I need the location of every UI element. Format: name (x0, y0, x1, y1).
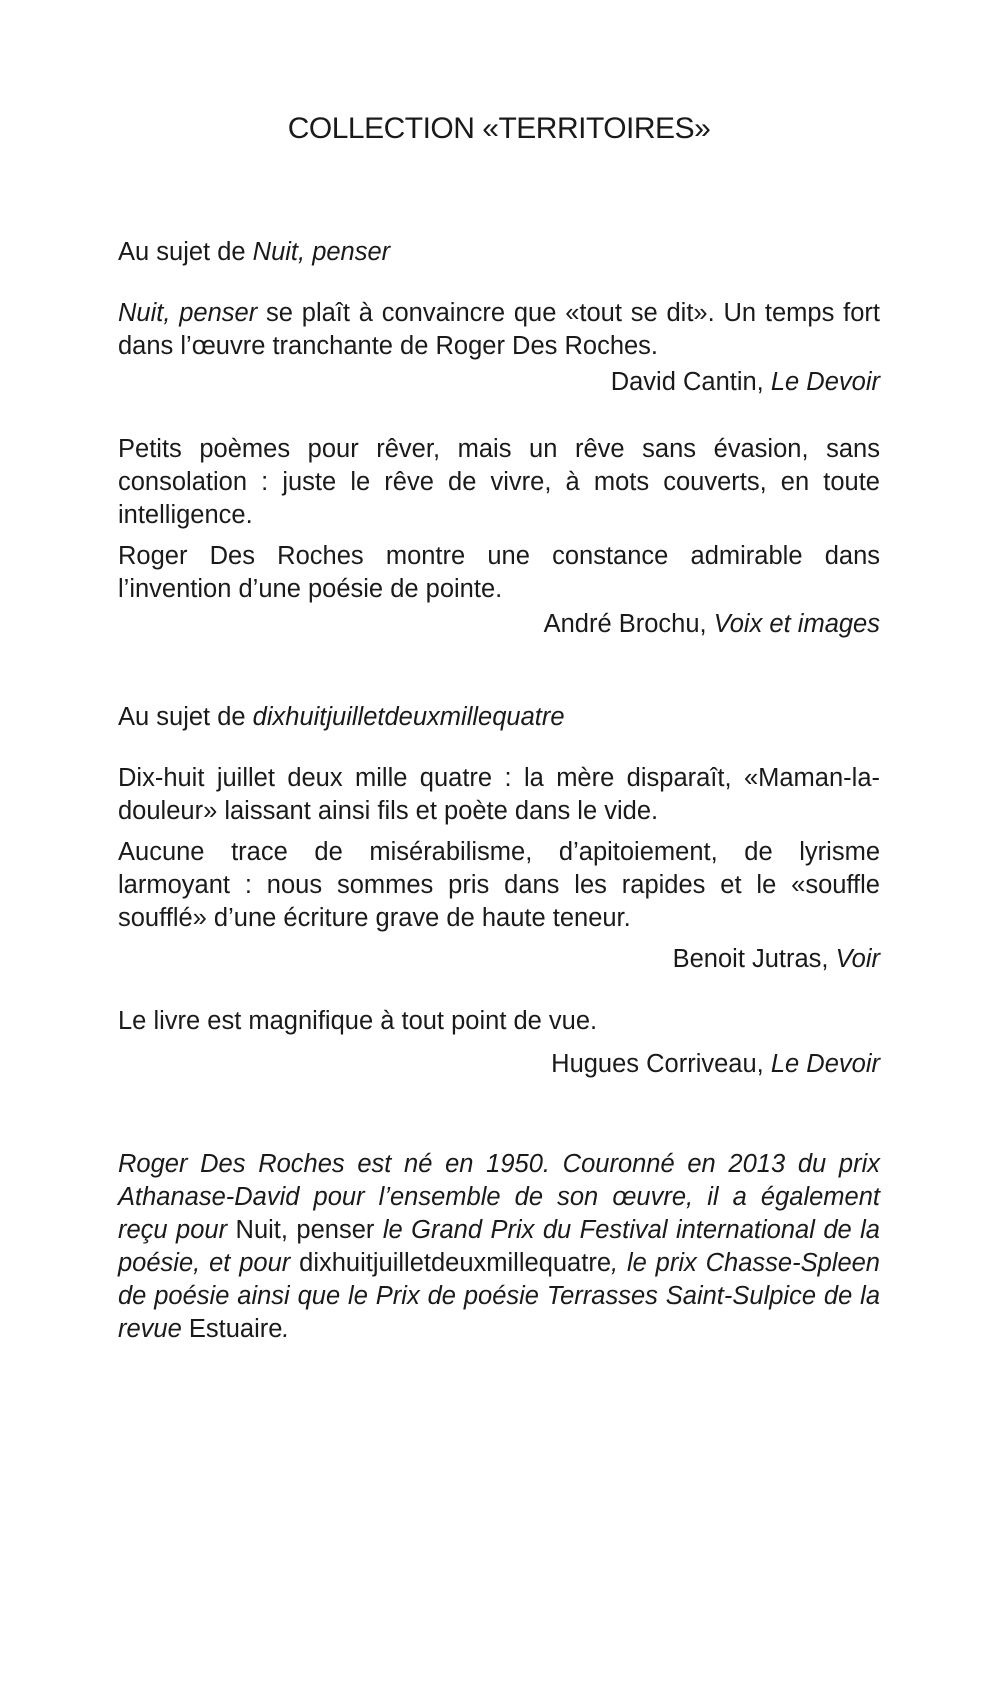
review-text: Roger Des Roches montre une constance admirable dans l’invention d’une poésie de pointe. (118, 542, 880, 603)
book-page (118, 0, 880, 1705)
review-attribution (118, 1048, 880, 1081)
collection-title: COLLECTION «TERRITOIRES» (287, 112, 711, 145)
review-text: Aucune trace de misérabilisme, d’apitoiement, de lyrisme larmoyant : nous sommes pris dans les rapides et le «souffle soufflé» d’une écriture grave de haute teneur. (118, 838, 880, 932)
author-bio (118, 1148, 880, 1346)
review-text: Dix-huit juillet deux mille quatre : la mère disparaît, «Maman-la-douleur» laissant ainsi fils et poète dans le vide. (118, 764, 880, 825)
review-text: Petits poèmes pour rêver, mais un rêve sans évasion, sans consolation : juste le rêve de vivre, à mots couverts, en toute intelligence. (118, 435, 880, 529)
review-body: se plaît à convaincre que «tout se dit». Un temps fort dans l’œuvre tranchante de Roger Des Roches. (118, 299, 880, 360)
bio-title: dixhuitjuilletdeuxmillequatre (299, 1249, 611, 1277)
review-source: Voir (835, 945, 880, 973)
review-author: Benoit Jutras, (672, 945, 836, 973)
bio-text: Roger Des Roches est né en 1950. Couronné en 2013 du prix Athanase-David pour l’ensemble de son œuvre, il a également reçu pour (118, 1150, 880, 1244)
review-text (118, 297, 880, 363)
bio-title: Nuit, penser (235, 1216, 375, 1244)
section-heading-title: Nuit, penser (252, 238, 391, 266)
review-corriveau (118, 1005, 880, 1081)
review-jutras (118, 762, 880, 976)
section-heading-prefix: Au sujet de (118, 238, 253, 266)
review-attribution (118, 608, 880, 641)
review-text: Le livre est magnifique à tout point de vue. (118, 1007, 598, 1035)
review-author: André Brochu, (543, 610, 714, 638)
review-attribution (118, 366, 880, 399)
review-source: Le Devoir (770, 368, 880, 396)
review-cantin (118, 297, 880, 399)
review-brochu (118, 433, 880, 641)
bio-text: . (282, 1315, 290, 1343)
review-author: Hugues Corriveau, (551, 1050, 771, 1078)
section-heading-nuit-penser (118, 236, 880, 269)
section-heading-title: dixhuitjuilletdeuxmillequatre (252, 703, 565, 731)
bio-text: , le prix Chasse-Spleen de poésie ainsi que le Prix de poésie Terrasses Saint-Sulpice de la revue (118, 1249, 880, 1343)
review-author: David Cantin, (610, 368, 771, 396)
bio-text: le Grand Prix du Festival international de la poésie, et pour (118, 1216, 880, 1277)
section-heading-prefix: Au sujet de (118, 703, 253, 731)
review-source: Le Devoir (770, 1050, 880, 1078)
review-attribution (118, 943, 880, 976)
bio-title: Estuaire (188, 1315, 283, 1343)
review-source: Voix et images (713, 610, 880, 638)
review-lead-title: Nuit, penser (118, 299, 258, 327)
section-heading-dixhuit (118, 701, 880, 734)
